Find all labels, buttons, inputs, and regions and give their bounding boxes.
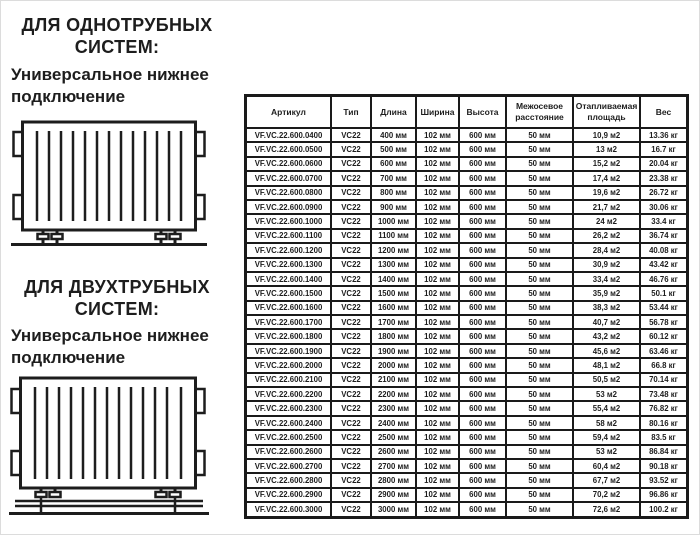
table-cell: VC22	[331, 373, 371, 387]
table-cell: 102 мм	[416, 258, 459, 272]
table-cell: 35,9 м2	[573, 286, 640, 300]
table-cell: VC22	[331, 416, 371, 430]
table-cell: 60.12 кг	[640, 329, 687, 343]
table-cell: VC22	[331, 473, 371, 487]
table-cell: 2800 мм	[371, 473, 416, 487]
table-cell: 50 мм	[506, 157, 573, 171]
table-row	[246, 272, 687, 286]
table-row	[246, 502, 687, 516]
table-cell: VF.VC.22.600.1100	[246, 229, 331, 243]
table-row	[246, 286, 687, 300]
table-cell: 50 мм	[506, 344, 573, 358]
table-row	[246, 301, 687, 315]
table-cell: 93.52 кг	[640, 473, 687, 487]
table-cell: VC22	[331, 157, 371, 171]
table-cell: 38,3 м2	[573, 301, 640, 315]
table-cell: 102 мм	[416, 329, 459, 343]
table-cell: VF.VC.22.600.0500	[246, 142, 331, 156]
table-cell: 1600 мм	[371, 301, 416, 315]
table-cell: 67,7 м2	[573, 473, 640, 487]
spec-table-body	[246, 128, 687, 517]
table-cell: 16.7 кг	[640, 142, 687, 156]
table-cell: VF.VC.22.600.2600	[246, 445, 331, 459]
table-cell: 2700 мм	[371, 459, 416, 473]
table-cell: 2600 мм	[371, 445, 416, 459]
table-cell: 102 мм	[416, 416, 459, 430]
table-cell: 50 мм	[506, 445, 573, 459]
two-pipe-section-subtitle: Универсальное нижнее подключение	[11, 326, 209, 368]
table-cell: VC22	[331, 329, 371, 343]
table-cell: 600 мм	[459, 488, 506, 502]
table-cell: VC22	[331, 214, 371, 228]
column-header-axial-distance: Межосевое расстояние	[506, 96, 573, 128]
table-cell: 50 мм	[506, 373, 573, 387]
table-cell: 600 мм	[459, 373, 506, 387]
radiator-two-pipe-diagram	[7, 373, 212, 523]
table-cell: 50 мм	[506, 473, 573, 487]
table-cell: VC22	[331, 272, 371, 286]
table-cell: 102 мм	[416, 488, 459, 502]
table-cell: 60,4 м2	[573, 459, 640, 473]
table-cell: 50 мм	[506, 214, 573, 228]
table-cell: VF.VC.22.600.3000	[246, 502, 331, 516]
table-row	[246, 243, 687, 257]
table-cell: VC22	[331, 286, 371, 300]
table-cell: 102 мм	[416, 502, 459, 516]
column-header-article: Артикул	[246, 96, 331, 128]
table-cell: 33,4 м2	[573, 272, 640, 286]
table-cell: VC22	[331, 142, 371, 156]
table-cell: VF.VC.22.600.2500	[246, 430, 331, 444]
table-cell: VC22	[331, 430, 371, 444]
table-row	[246, 373, 687, 387]
table-cell: VF.VC.22.600.1900	[246, 344, 331, 358]
table-cell: 50 мм	[506, 459, 573, 473]
table-cell: 900 мм	[371, 200, 416, 214]
table-cell: VC22	[331, 128, 371, 142]
table-cell: 1100 мм	[371, 229, 416, 243]
table-cell: 53 м2	[573, 387, 640, 401]
table-cell: 600 мм	[459, 473, 506, 487]
table-cell: 50 мм	[506, 401, 573, 415]
table-cell: 2200 мм	[371, 387, 416, 401]
table-cell: 600 мм	[459, 416, 506, 430]
table-cell: 50 мм	[506, 358, 573, 372]
table-cell: 600 мм	[459, 502, 506, 516]
table-cell: 102 мм	[416, 473, 459, 487]
table-cell: VC22	[331, 258, 371, 272]
table-cell: 600 мм	[459, 430, 506, 444]
table-cell: 600 мм	[459, 445, 506, 459]
table-cell: VC22	[331, 344, 371, 358]
table-cell: 48,1 м2	[573, 358, 640, 372]
table-cell: VF.VC.22.600.0400	[246, 128, 331, 142]
table-cell: 500 мм	[371, 142, 416, 156]
table-cell: 45,6 м2	[573, 344, 640, 358]
table-cell: 46.76 кг	[640, 272, 687, 286]
table-cell: 26,2 м2	[573, 229, 640, 243]
table-cell: 72,6 м2	[573, 502, 640, 516]
table-cell: VC22	[331, 459, 371, 473]
table-cell: VC22	[331, 502, 371, 516]
table-cell: VC22	[331, 171, 371, 185]
table-row	[246, 430, 687, 444]
table-cell: 20.04 кг	[640, 157, 687, 171]
table-cell: 33.4 кг	[640, 214, 687, 228]
table-cell: 600 мм	[459, 286, 506, 300]
table-cell: 600 мм	[459, 157, 506, 171]
table-cell: 59,4 м2	[573, 430, 640, 444]
table-cell: VF.VC.22.600.2000	[246, 358, 331, 372]
table-cell: 55,4 м2	[573, 401, 640, 415]
table-cell: 102 мм	[416, 315, 459, 329]
column-header-weight: Вес	[640, 96, 687, 128]
table-cell: 73.48 кг	[640, 387, 687, 401]
column-header-type: Тип	[331, 96, 371, 128]
table-row	[246, 214, 687, 228]
table-cell: 2400 мм	[371, 416, 416, 430]
table-cell: 100.2 кг	[640, 502, 687, 516]
table-cell: 1200 мм	[371, 243, 416, 257]
table-cell: 2300 мм	[371, 401, 416, 415]
table-cell: VF.VC.22.600.2700	[246, 459, 331, 473]
table-cell: 50 мм	[506, 200, 573, 214]
table-cell: VC22	[331, 243, 371, 257]
table-cell: 50 мм	[506, 329, 573, 343]
table-cell: VF.VC.22.600.1400	[246, 272, 331, 286]
table-cell: VF.VC.22.600.1200	[246, 243, 331, 257]
table-cell: 600 мм	[459, 358, 506, 372]
table-cell: 102 мм	[416, 344, 459, 358]
table-row	[246, 401, 687, 415]
table-row	[246, 416, 687, 430]
table-cell: 50 мм	[506, 416, 573, 430]
table-cell: VC22	[331, 200, 371, 214]
table-cell: 600 мм	[459, 258, 506, 272]
table-cell: 43,2 м2	[573, 329, 640, 343]
table-cell: VC22	[331, 387, 371, 401]
table-row	[246, 128, 687, 142]
table-cell: 83.5 кг	[640, 430, 687, 444]
table-cell: VC22	[331, 445, 371, 459]
table-cell: 600 мм	[459, 459, 506, 473]
table-cell: 102 мм	[416, 128, 459, 142]
table-row	[246, 157, 687, 171]
table-cell: VC22	[331, 229, 371, 243]
table-cell: 63.46 кг	[640, 344, 687, 358]
table-cell: 30.06 кг	[640, 200, 687, 214]
table-cell: 50 мм	[506, 315, 573, 329]
table-cell: 10,9 м2	[573, 128, 640, 142]
column-header-width: Ширина	[416, 96, 459, 128]
table-cell: 13.36 кг	[640, 128, 687, 142]
table-cell: 26.72 кг	[640, 186, 687, 200]
column-header-height: Высота	[459, 96, 506, 128]
table-cell: 15,2 м2	[573, 157, 640, 171]
table-cell: VF.VC.22.600.1800	[246, 329, 331, 343]
table-cell: 2500 мм	[371, 430, 416, 444]
table-cell: 19,6 м2	[573, 186, 640, 200]
table-cell: VF.VC.22.600.1500	[246, 286, 331, 300]
table-row	[246, 387, 687, 401]
table-cell: 102 мм	[416, 243, 459, 257]
table-cell: 70,2 м2	[573, 488, 640, 502]
table-cell: 70.14 кг	[640, 373, 687, 387]
table-cell: VF.VC.22.600.1000	[246, 214, 331, 228]
table-cell: 600 мм	[459, 401, 506, 415]
table-cell: 2900 мм	[371, 488, 416, 502]
table-cell: VF.VC.22.600.2200	[246, 387, 331, 401]
table-cell: 600 мм	[459, 301, 506, 315]
table-cell: 1700 мм	[371, 315, 416, 329]
table-row	[246, 258, 687, 272]
table-cell: 13 м2	[573, 142, 640, 156]
table-cell: 30,9 м2	[573, 258, 640, 272]
table-cell: 23.38 кг	[640, 171, 687, 185]
table-cell: 40.08 кг	[640, 243, 687, 257]
table-cell: VF.VC.22.600.0600	[246, 157, 331, 171]
table-row	[246, 473, 687, 487]
table-cell: 90.18 кг	[640, 459, 687, 473]
table-cell: 102 мм	[416, 286, 459, 300]
table-cell: 50 мм	[506, 142, 573, 156]
table-cell: 50 мм	[506, 243, 573, 257]
table-cell: 102 мм	[416, 430, 459, 444]
table-cell: 1900 мм	[371, 344, 416, 358]
table-row	[246, 445, 687, 459]
table-cell: VC22	[331, 301, 371, 315]
table-cell: 76.82 кг	[640, 401, 687, 415]
table-cell: 600 мм	[459, 243, 506, 257]
table-cell: 50 мм	[506, 430, 573, 444]
table-cell: VC22	[331, 186, 371, 200]
table-cell: 50 мм	[506, 128, 573, 142]
table-cell: 50 мм	[506, 301, 573, 315]
table-row	[246, 344, 687, 358]
table-row	[246, 459, 687, 473]
table-cell: 102 мм	[416, 358, 459, 372]
table-cell: VF.VC.22.600.2800	[246, 473, 331, 487]
radiator-single-pipe-diagram	[9, 117, 209, 249]
table-cell: 400 мм	[371, 128, 416, 142]
table-cell: 1300 мм	[371, 258, 416, 272]
table-cell: 102 мм	[416, 229, 459, 243]
table-cell: 50 мм	[506, 186, 573, 200]
table-cell: 102 мм	[416, 200, 459, 214]
table-cell: 86.84 кг	[640, 445, 687, 459]
table-cell: 600 мм	[459, 200, 506, 214]
header-row	[246, 96, 687, 128]
table-cell: 96.86 кг	[640, 488, 687, 502]
table-cell: 800 мм	[371, 186, 416, 200]
table-cell: VC22	[331, 401, 371, 415]
table-cell: 600 мм	[371, 157, 416, 171]
table-cell: 600 мм	[459, 186, 506, 200]
table-cell: VF.VC.22.600.1600	[246, 301, 331, 315]
table-cell: 36.74 кг	[640, 229, 687, 243]
table-cell: VF.VC.22.600.2400	[246, 416, 331, 430]
table-cell: 102 мм	[416, 459, 459, 473]
table-cell: VF.VC.22.600.2900	[246, 488, 331, 502]
table-cell: 600 мм	[459, 344, 506, 358]
spec-table-container	[244, 94, 689, 519]
table-cell: 50 мм	[506, 229, 573, 243]
table-cell: VF.VC.22.600.0700	[246, 171, 331, 185]
table-cell: 2000 мм	[371, 358, 416, 372]
table-cell: VF.VC.22.600.0900	[246, 200, 331, 214]
table-row	[246, 171, 687, 185]
table-row	[246, 329, 687, 343]
table-cell: VC22	[331, 358, 371, 372]
table-cell: 102 мм	[416, 214, 459, 228]
table-row	[246, 142, 687, 156]
table-cell: 102 мм	[416, 373, 459, 387]
table-cell: 600 мм	[459, 214, 506, 228]
table-cell: 102 мм	[416, 272, 459, 286]
two-pipe-section-title: ДЛЯ ДВУХТРУБНЫХ СИСТЕМ:	[24, 277, 210, 319]
table-cell: 50 мм	[506, 258, 573, 272]
table-cell: 600 мм	[459, 272, 506, 286]
table-row	[246, 488, 687, 502]
single-pipe-section-subtitle: Универсальное нижнее подключение	[11, 65, 209, 107]
table-cell: 600 мм	[459, 128, 506, 142]
table-cell: 102 мм	[416, 157, 459, 171]
table-cell: VC22	[331, 315, 371, 329]
table-cell: 2100 мм	[371, 373, 416, 387]
table-cell: 53 м2	[573, 445, 640, 459]
table-cell: 58 м2	[573, 416, 640, 430]
table-cell: 53.44 кг	[640, 301, 687, 315]
table-cell: 50.1 кг	[640, 286, 687, 300]
table-cell: VC22	[331, 488, 371, 502]
table-cell: 50 мм	[506, 286, 573, 300]
table-cell: 102 мм	[416, 186, 459, 200]
table-cell: 1400 мм	[371, 272, 416, 286]
table-cell: 102 мм	[416, 445, 459, 459]
table-cell: 700 мм	[371, 171, 416, 185]
table-cell: 102 мм	[416, 171, 459, 185]
table-cell: 600 мм	[459, 315, 506, 329]
table-cell: 21,7 м2	[573, 200, 640, 214]
table-cell: 66.8 кг	[640, 358, 687, 372]
table-cell: 102 мм	[416, 142, 459, 156]
column-header-length: Длина	[371, 96, 416, 128]
table-cell: VF.VC.22.600.1700	[246, 315, 331, 329]
table-cell: 50,5 м2	[573, 373, 640, 387]
table-cell: 80.16 кг	[640, 416, 687, 430]
table-cell: 1800 мм	[371, 329, 416, 343]
table-cell: 102 мм	[416, 387, 459, 401]
table-cell: 56.78 кг	[640, 315, 687, 329]
single-pipe-section-title: ДЛЯ ОДНОТРУБНЫХ СИСТЕМ:	[21, 15, 213, 57]
table-cell: 50 мм	[506, 387, 573, 401]
table-cell: 1000 мм	[371, 214, 416, 228]
table-cell: 600 мм	[459, 387, 506, 401]
table-row	[246, 229, 687, 243]
table-row	[246, 200, 687, 214]
table-cell: 600 мм	[459, 229, 506, 243]
table-cell: 102 мм	[416, 301, 459, 315]
table-row	[246, 358, 687, 372]
table-cell: 24 м2	[573, 214, 640, 228]
table-cell: 600 мм	[459, 142, 506, 156]
table-cell: 3000 мм	[371, 502, 416, 516]
table-cell: 17,4 м2	[573, 171, 640, 185]
table-cell: VF.VC.22.600.2300	[246, 401, 331, 415]
table-row	[246, 315, 687, 329]
table-cell: 102 мм	[416, 401, 459, 415]
table-cell: 1500 мм	[371, 286, 416, 300]
table-cell: 43.42 кг	[640, 258, 687, 272]
spec-table-header	[246, 96, 687, 128]
table-cell: 50 мм	[506, 488, 573, 502]
table-cell: 40,7 м2	[573, 315, 640, 329]
column-header-heated-area: Отапливаемая площадь	[573, 96, 640, 128]
table-cell: 600 мм	[459, 171, 506, 185]
table-row	[246, 186, 687, 200]
table-cell: VF.VC.22.600.0800	[246, 186, 331, 200]
table-cell: 50 мм	[506, 171, 573, 185]
table-cell: 28,4 м2	[573, 243, 640, 257]
table-cell: VF.VC.22.600.1300	[246, 258, 331, 272]
spec-table	[244, 94, 689, 519]
table-cell: 50 мм	[506, 502, 573, 516]
table-cell: 50 мм	[506, 272, 573, 286]
table-cell: 600 мм	[459, 329, 506, 343]
table-cell: VF.VC.22.600.2100	[246, 373, 331, 387]
